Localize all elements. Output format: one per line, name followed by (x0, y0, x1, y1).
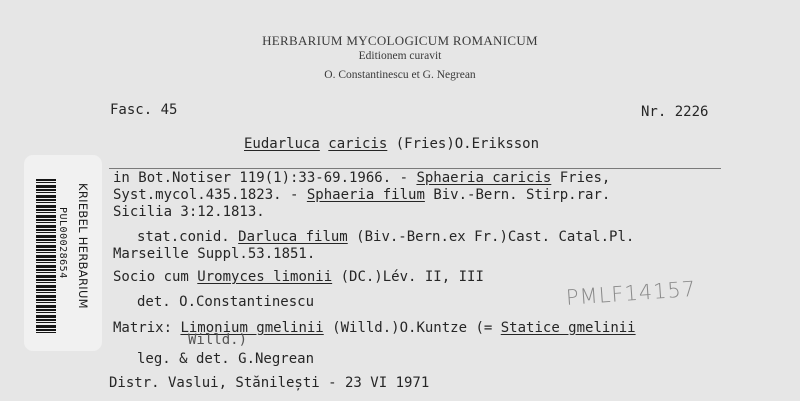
host-limonium: Limonium gmelinii (180, 320, 324, 336)
associate-uromyces: Uromyces limonii (197, 269, 333, 285)
herbarium-editors: O. Constantinescu et G. Negrean (324, 69, 476, 81)
herbarium-name: KRIEBEL HERBARIUM (76, 183, 90, 309)
socio-line: Socio cum Uromyces limonii (DC.)Lév. II, III (113, 269, 484, 285)
species-genus: Eudarluca (244, 136, 320, 152)
species-name (244, 136, 539, 152)
citation-line-2: Syst.mycol.435.1823. - Sphaeria filum Biv.-Bern. Stirp.rar. (113, 187, 611, 203)
fascicle-number: Fasc. 45 (110, 102, 178, 118)
collector-line: leg. & det. G.Negrean (137, 351, 315, 367)
stat-line-2: Marseille Suppl.53.1851. (113, 246, 316, 262)
host-statice: Statice gmelinii (500, 320, 636, 336)
specimen-number: Nr. 2226 (641, 104, 709, 120)
synonym-sphaeria-filum: Sphaeria filum (306, 187, 425, 203)
citation-line-3: Sicilia 3:12.1813. (113, 204, 265, 220)
stat-line-1: stat.conid. Darluca filum (Biv.-Bern.ex Fr.)Cast. Catal.Pl. (137, 229, 635, 245)
determiner-line: det. O.Constantinescu (137, 294, 315, 310)
matrix-line-2: Willd.) (188, 332, 248, 348)
barcode-label (24, 155, 102, 351)
synonym-sphaeria-caricis: Sphaeria caricis (416, 170, 552, 186)
species-epithet: caricis (328, 136, 388, 152)
barcode-number: PUL00028654 (57, 207, 68, 279)
matrix-line-1: Matrix: Limonium gmelinii (Willd.)O.Kuntze (= Statice gmelinii (113, 320, 636, 336)
distribution-line: Distr. Vaslui, Stănilești - 23 VI 1971 (109, 375, 430, 391)
herbarium-title: HERBARIUM MYCOLOGICUM ROMANICUM (262, 33, 538, 48)
herbarium-subtitle: Editionem curavit (358, 50, 442, 62)
citation-line-1: in Bot.Notiser 119(1):33-69.1966. - Sphaeria caricis Fries, (113, 170, 611, 186)
barcode-image (36, 179, 56, 335)
synonym-darluca-filum: Darluca filum (238, 229, 348, 245)
species-authority: (Fries)O.Eriksson (395, 136, 540, 152)
handwritten-accession: PMLF14157 (565, 276, 697, 310)
separator-line (109, 168, 721, 169)
